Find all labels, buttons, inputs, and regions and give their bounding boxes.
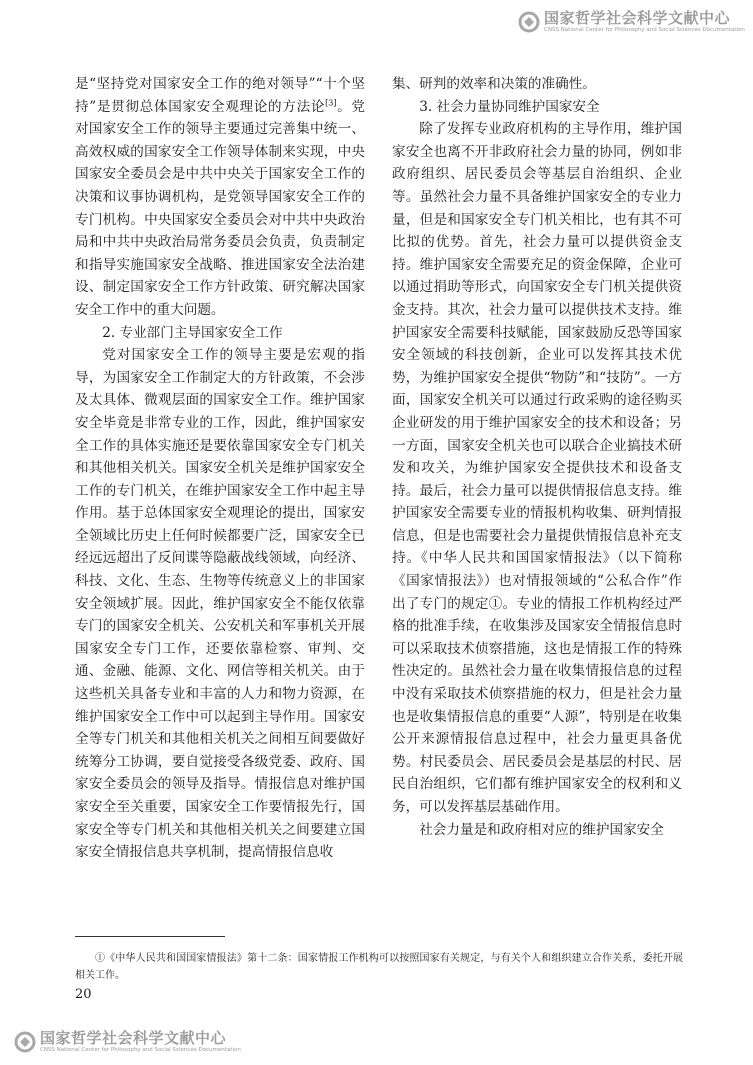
- paragraph-1: [75, 73, 365, 322]
- footnote: ①《中华人民共和国国家情报法》第十二条：国家情报工作机构可以按照国家有关规定，与有关个人和组织建立合作关系，委托开展相关工作。: [75, 953, 683, 981]
- footer-logo: [14, 1030, 241, 1054]
- right-column: [392, 73, 682, 841]
- paragraph-continued: 集、研判的效率和决策的准确性。: [392, 76, 596, 92]
- footer-logo-cn: 国家哲学社会科学文献中心: [40, 1029, 227, 1047]
- section-heading-3: 3. 社会力量协同维护国家安全: [419, 98, 600, 115]
- cnss-logo-icon: [14, 1031, 36, 1053]
- footer-logo-en: CNSS National Center for Philosophy and Social Sciences Documentation: [40, 1047, 241, 1053]
- cnss-logo-icon: [518, 11, 540, 33]
- page-number: 20: [75, 987, 92, 1002]
- header-logo-cn: 国家哲学社会科学文献中心: [544, 9, 731, 27]
- paragraph-3: 除了发挥专业政府机构的主导作用，维护国家安全也离不开非政府社会力量的协同，例如非政府组织、居民委员会等基层自治组织、企业等。虽然社会力量不具备维护国家安全的专业力量，但是和国家安全专门机关相比，也有其不可比拟的优势。首先，社会力量可以提供资金支持。维护国家安全需要充足的资金保障，企业可以通过捐助等形式，向国家安全专门机关提供资金支持。其次，社会力量可以提供技术支持。维护国家安全需要科技赋能，国家鼓励反恐等国家安全领域的科技创新，企业可以发挥其技术优势，为维护国家安全提供“物防”和“技防”。一方面，国家安全机关可以通过行政采购的途径购买企业研发的用于维护国家安全的技术和设备；另一方面，国家安全机关也可以联合企业搞技术研发和攻关，为维护国家安全提供技术和设备支持。最后，社会力量可以提供情报信息支持。维护国家安全需要专业的情报机构收集、研判情报信息，但是也需要社会力量提供情报信息补充支持。《中华人民共和国国家情报法》（以下简称《国家情报法》）也对情报领域的“公私合作”作出了专门的规定①。专业的情报工作机构经过严格的批准手续，在收集涉及国家安全情报信息时可以采取技术侦察措施，这也是情报工作的特殊性决定的。虽然社会力量在收集情报信息的过程中没有采取技术侦察措施的权力，但是社会力量也是收集情报信息的重要“人源”，特别是在收集公开来源情报信息过程中，社会力量更具备优势。村民委员会、居民委员会是基层的村民、居民自治组织，它们都有维护国家安全的权利和义务，可以发挥基层基础作用。: [392, 121, 682, 815]
- header-logo: [518, 10, 745, 34]
- left-column: [75, 73, 365, 864]
- paragraph-1-start: 是“坚持党对国家安全工作的绝对领导”“十个坚持”是贯彻总体国家安全观理论的方法论: [75, 76, 365, 115]
- section-heading-2: 2. 专业部门主导国家安全工作: [102, 324, 283, 341]
- paragraph-2: 党对国家安全工作的领导主要是宏观的指导，为国家安全工作制定大的方针政策，不会涉及太具体、微观层面的国家安全工作。维护国家安全毕竟是非常专业的工作，因此，维护国家安全工作的具体实施还是要依靠国家安全专门机关和其他相关机关。国家安全机关是维护国家安全工作的专门机关，在维护国家安全工作中起主导作用。基于总体国家安全观理论的提出，国家安全领域比历史上任何时候都要广泛，国家安全已经远远超出了反间谍等隐蔽战线领域，向经济、科技、文化、生态、生物等传统意义上的非国家安全领域扩展。因此，维护国家安全不能仅依靠专门的国家安全机关、公安机关和军事机关开展国家安全专门工作，还要依靠检察、审判、交通、金融、能源、文化、网信等相关机关。由于这些机关具备专业和丰富的人力和物力资源，在维护国家安全工作中可以起到主导作用。国家安全等专门机关和其他相关机关之间相互间要做好统筹分工协调，要自觉接受各级党委、政府、国家安全委员会的领导及指导。情报信息对维护国家安全至关重要，国家安全工作要情报先行，国家安全等专门机关和其他相关机关之间要建立国家安全情报信息共享机制，提高情报信息收: [75, 347, 365, 861]
- footnote-divider: [75, 936, 225, 937]
- header-logo-en: CNSS National Center for Philosophy and Social Sciences Documentation: [544, 27, 745, 33]
- citation-ref: [3]: [325, 98, 337, 108]
- paragraph-4: 社会力量是和政府相对应的维护国家安全: [419, 821, 664, 838]
- paragraph-1-end: 。党对国家安全工作的领导主要通过完善集中统一、高效权威的国家安全工作领导体制来实现，中央国家安全委员会是中共中央关于国家安全工作的决策和议事协调机构，是党领导国家安全工作的专门机构。中央国家安全委员会对中共中央政治局和中共中央政治局常务委员会负责，负责制定和指导实施国家安全战略、推进国家安全法治建设、制定国家安全工作方针政策、研究解决国家安全工作中的重大问题。: [75, 98, 365, 318]
